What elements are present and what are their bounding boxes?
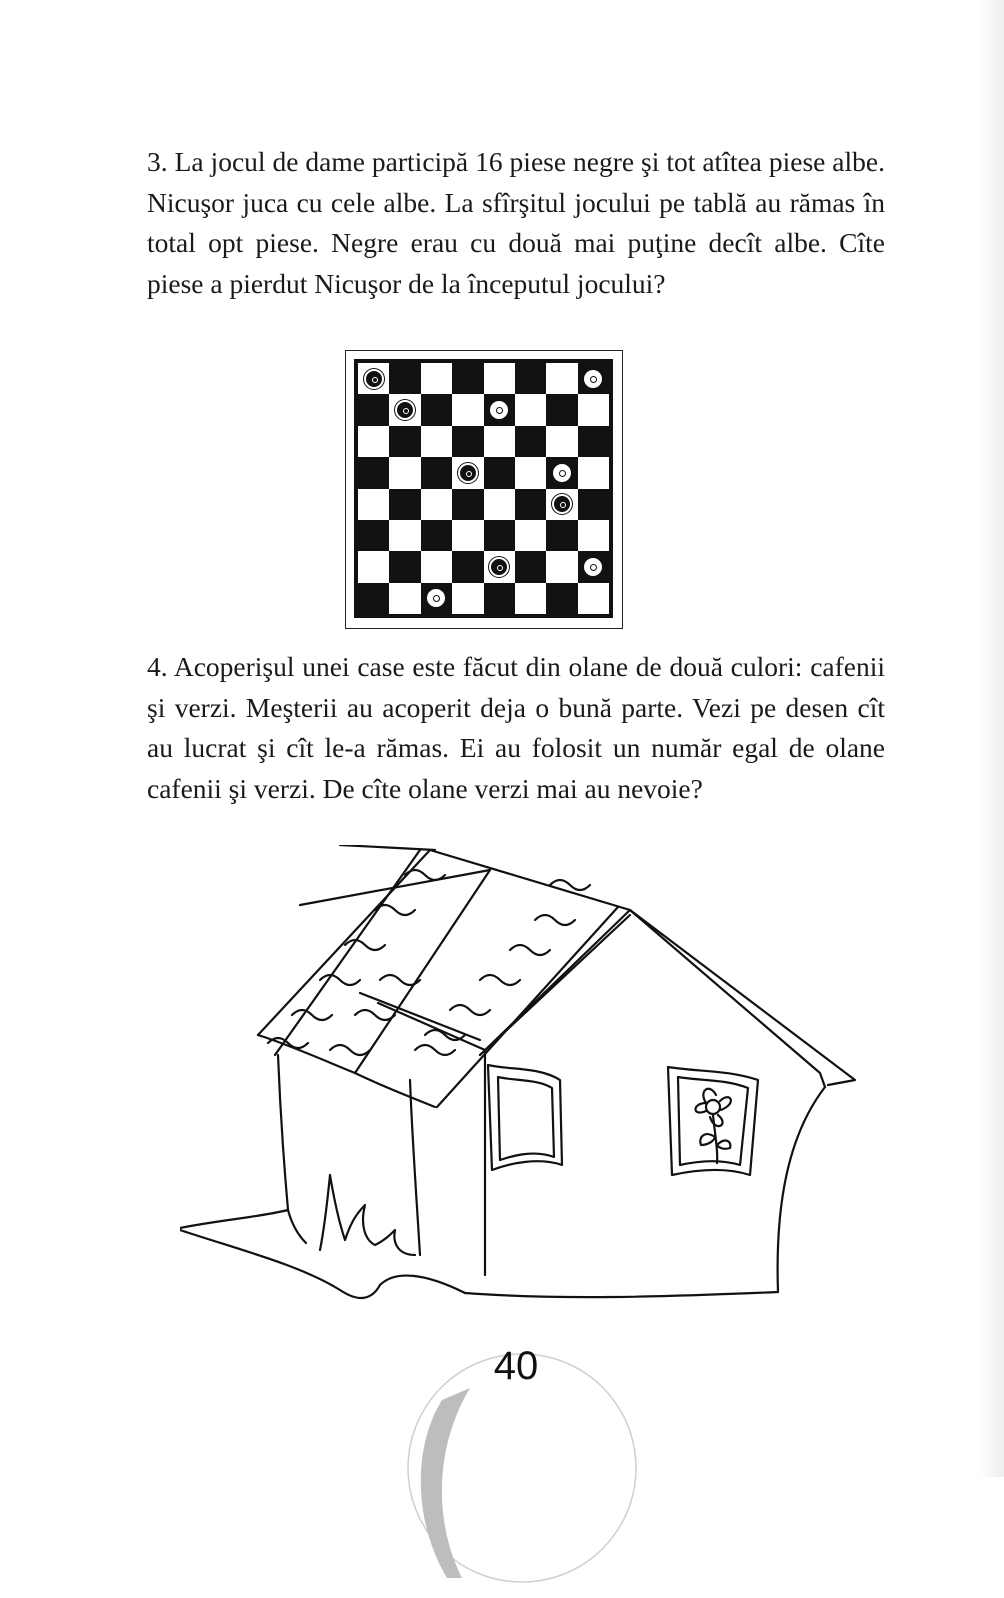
- board-square: [546, 583, 577, 614]
- board-square: [515, 426, 546, 457]
- white-checker-piece: [552, 463, 572, 483]
- board-square: [578, 489, 609, 520]
- board-square: [515, 489, 546, 520]
- board-square: [421, 457, 452, 488]
- board-square: [484, 551, 515, 582]
- board-square: [484, 583, 515, 614]
- board-square: [546, 520, 577, 551]
- board-square: [546, 394, 577, 425]
- board-square: [389, 551, 420, 582]
- problem-4-text: 4. Acoperişul unei case este făcut din olane de două culori: cafenii şi verzi. Meşterii au acoperit deja o bună parte. Vezi pe desen cît au lucrat şi cît le-a rămas. Ei au folosit un număr egal de olane cafenii şi verzi. De cîte olane verzi mai au nevoie?: [147, 651, 885, 804]
- board-square: [578, 457, 609, 488]
- white-checker-piece: [489, 400, 509, 420]
- board-square: [421, 363, 452, 394]
- problem-3-text: 3. La jocul de dame participă 16 piese negre şi tot atîtea piese albe. Nicuşor juca cu cele albe. La sfîrşitul jocului pe tablă au rămas în total opt piese. Negre erau cu două mai puţine decît albe. Cîte piese a pierdut Nicuşor de la începutul jocului?: [147, 146, 885, 299]
- board-square: [515, 363, 546, 394]
- black-checker-piece: [552, 494, 572, 514]
- checkers-board: [354, 359, 613, 618]
- board-square: [389, 583, 420, 614]
- house-illustration: [180, 845, 860, 1310]
- board-square: [421, 489, 452, 520]
- checkers-board-frame: [345, 350, 623, 629]
- board-square: [421, 394, 452, 425]
- board-square: [546, 551, 577, 582]
- board-square: [515, 551, 546, 582]
- black-checker-piece: [395, 400, 415, 420]
- page-edge-shadow: [978, 0, 1004, 1477]
- black-checker-piece: [489, 557, 509, 577]
- white-checker-piece: [583, 557, 603, 577]
- board-square: [389, 426, 420, 457]
- board-square: [546, 489, 577, 520]
- board-square: [578, 583, 609, 614]
- board-square: [452, 457, 483, 488]
- black-checker-piece: [364, 369, 384, 389]
- board-square: [484, 457, 515, 488]
- board-square: [421, 551, 452, 582]
- board-square: [452, 551, 483, 582]
- board-square: [515, 583, 546, 614]
- board-square: [389, 457, 420, 488]
- board-square: [452, 489, 483, 520]
- board-square: [484, 363, 515, 394]
- board-square: [452, 426, 483, 457]
- board-square: [578, 551, 609, 582]
- board-square: [358, 394, 389, 425]
- board-square: [515, 520, 546, 551]
- board-square: [452, 520, 483, 551]
- board-square: [546, 426, 577, 457]
- board-square: [452, 394, 483, 425]
- board-square: [546, 363, 577, 394]
- board-square: [421, 520, 452, 551]
- board-square: [484, 489, 515, 520]
- board-square: [515, 394, 546, 425]
- board-square: [358, 489, 389, 520]
- board-square: [358, 583, 389, 614]
- board-square: [578, 520, 609, 551]
- board-square: [484, 394, 515, 425]
- board-square: [358, 457, 389, 488]
- board-square: [452, 583, 483, 614]
- page-number: 40: [493, 1344, 539, 1388]
- board-square: [578, 363, 609, 394]
- board-square: [358, 551, 389, 582]
- board-square: [389, 394, 420, 425]
- board-square: [358, 520, 389, 551]
- board-square: [389, 489, 420, 520]
- board-square: [452, 363, 483, 394]
- board-square: [358, 363, 389, 394]
- black-checker-piece: [458, 463, 478, 483]
- board-square: [515, 457, 546, 488]
- board-square: [578, 426, 609, 457]
- board-square: [578, 394, 609, 425]
- board-square: [358, 426, 389, 457]
- white-checker-piece: [426, 588, 446, 608]
- board-square: [389, 363, 420, 394]
- board-square: [484, 426, 515, 457]
- board-square: [421, 583, 452, 614]
- white-checker-piece: [583, 369, 603, 389]
- board-square: [484, 520, 515, 551]
- board-square: [389, 520, 420, 551]
- board-square: [421, 426, 452, 457]
- board-square: [546, 457, 577, 488]
